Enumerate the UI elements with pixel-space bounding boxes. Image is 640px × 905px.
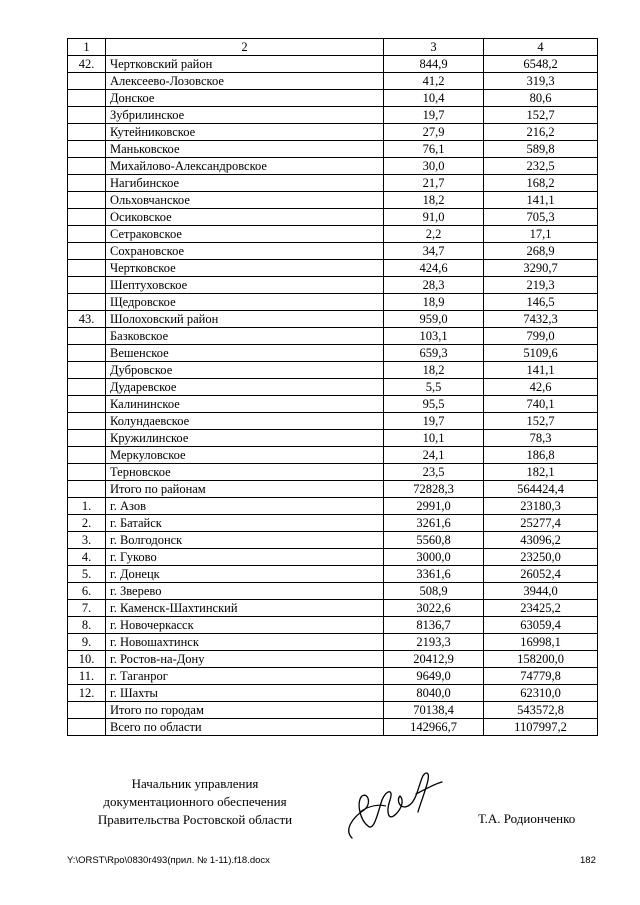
document-file-path: Y:\ORST\Rpo\0830r493(прил. № 1-11).f18.docx <box>67 855 270 866</box>
col4-value: 141,1 <box>484 192 598 209</box>
col4-value: 62310,0 <box>484 685 598 702</box>
table-row <box>68 243 598 260</box>
row-name: Чертковский район <box>106 56 384 73</box>
table-row <box>68 294 598 311</box>
table-row <box>68 413 598 430</box>
col4-value: 23250,0 <box>484 549 598 566</box>
row-number <box>68 362 106 379</box>
col4-value: 23425,2 <box>484 600 598 617</box>
col3-value: 30,0 <box>384 158 484 175</box>
table-row <box>68 158 598 175</box>
row-number <box>68 90 106 107</box>
row-number: 11. <box>68 668 106 685</box>
col4-value: 146,5 <box>484 294 598 311</box>
table-row <box>68 209 598 226</box>
row-number <box>68 209 106 226</box>
col4-value: 705,3 <box>484 209 598 226</box>
handwritten-signature <box>338 760 458 850</box>
row-name: Колундаевское <box>106 413 384 430</box>
signatory-position-line-2: документационного обеспечения <box>103 794 287 809</box>
row-name: Терновское <box>106 464 384 481</box>
row-number: 12. <box>68 685 106 702</box>
row-name: г. Азов <box>106 498 384 515</box>
row-number: 7. <box>68 600 106 617</box>
col4-value: 17,1 <box>484 226 598 243</box>
row-number: 6. <box>68 583 106 600</box>
table-row <box>68 651 598 668</box>
table-row <box>68 617 598 634</box>
row-name: г. Новошахтинск <box>106 634 384 651</box>
table-row <box>68 532 598 549</box>
col3-value: 10,4 <box>384 90 484 107</box>
row-number <box>68 345 106 362</box>
row-name: Дударевское <box>106 379 384 396</box>
table-row <box>68 328 598 345</box>
column-number-row <box>68 39 598 56</box>
col4-value: 23180,3 <box>484 498 598 515</box>
row-name: Базковское <box>106 328 384 345</box>
col3-value: 8136,7 <box>384 617 484 634</box>
col4-value: 42,6 <box>484 379 598 396</box>
col3-value: 18,2 <box>384 362 484 379</box>
col3-value: 3361,6 <box>384 566 484 583</box>
table-row <box>68 277 598 294</box>
row-number: 8. <box>68 617 106 634</box>
row-name: г. Ростов-на-Дону <box>106 651 384 668</box>
col3-value: 41,2 <box>384 73 484 90</box>
table-row <box>68 362 598 379</box>
col3-value: 2193,3 <box>384 634 484 651</box>
row-number <box>68 396 106 413</box>
table-row <box>68 260 598 277</box>
row-name: Калининское <box>106 396 384 413</box>
col3-value: 9649,0 <box>384 668 484 685</box>
table-row <box>68 56 598 73</box>
col4-value: 3290,7 <box>484 260 598 277</box>
row-name: Михайлово-Александровское <box>106 158 384 175</box>
row-number <box>68 328 106 345</box>
row-number <box>68 260 106 277</box>
col4-value: 216,2 <box>484 124 598 141</box>
col3-value: 28,3 <box>384 277 484 294</box>
col4-value: 80,6 <box>484 90 598 107</box>
row-name: Сохрановское <box>106 243 384 260</box>
table-row <box>68 515 598 532</box>
row-name: г. Каменск-Шахтинский <box>106 600 384 617</box>
col4-value: 152,7 <box>484 413 598 430</box>
col-header-3: 3 <box>384 39 484 56</box>
col-header-1: 1 <box>68 39 106 56</box>
table-row <box>68 379 598 396</box>
col4-value: 7432,3 <box>484 311 598 328</box>
col3-value: 18,2 <box>384 192 484 209</box>
table-row <box>68 464 598 481</box>
col3-value: 76,1 <box>384 141 484 158</box>
table-row <box>68 311 598 328</box>
col4-value: 5109,6 <box>484 345 598 362</box>
signature-title-block <box>70 775 320 829</box>
row-name: г. Новочеркасск <box>106 617 384 634</box>
col4-value: 6548,2 <box>484 56 598 73</box>
table-body <box>68 56 598 736</box>
row-number <box>68 73 106 90</box>
table-row <box>68 600 598 617</box>
row-number: 1. <box>68 498 106 515</box>
row-number <box>68 124 106 141</box>
row-name: Итого по районам <box>106 481 384 498</box>
row-name: Чертковское <box>106 260 384 277</box>
col4-value: 63059,4 <box>484 617 598 634</box>
signatory-position-line-1: Начальник управления <box>131 776 259 791</box>
row-name: Ольховчанское <box>106 192 384 209</box>
col4-value: 543572,8 <box>484 702 598 719</box>
row-number <box>68 447 106 464</box>
col4-value: 740,1 <box>484 396 598 413</box>
row-name: Зубрилинское <box>106 107 384 124</box>
row-name: Маньковское <box>106 141 384 158</box>
row-number: 10. <box>68 651 106 668</box>
col3-value: 142966,7 <box>384 719 484 736</box>
row-number <box>68 702 106 719</box>
row-number <box>68 464 106 481</box>
table-row <box>68 668 598 685</box>
row-number <box>68 379 106 396</box>
table-row <box>68 566 598 583</box>
col4-value: 43096,2 <box>484 532 598 549</box>
col4-value: 186,8 <box>484 447 598 464</box>
col4-value: 268,9 <box>484 243 598 260</box>
col-header-2: 2 <box>106 39 384 56</box>
col3-value: 3000,0 <box>384 549 484 566</box>
col3-value: 3261,6 <box>384 515 484 532</box>
row-name: Итого по городам <box>106 702 384 719</box>
col4-value: 78,3 <box>484 430 598 447</box>
row-number <box>68 294 106 311</box>
row-number <box>68 277 106 294</box>
row-name: Щедровское <box>106 294 384 311</box>
table-row <box>68 481 598 498</box>
row-number: 9. <box>68 634 106 651</box>
row-name: г. Зверево <box>106 583 384 600</box>
col3-value: 72828,3 <box>384 481 484 498</box>
table-row <box>68 702 598 719</box>
table-row <box>68 175 598 192</box>
row-name: Шолоховский район <box>106 311 384 328</box>
row-name: Алексеево-Лозовское <box>106 73 384 90</box>
table-row <box>68 345 598 362</box>
row-number: 3. <box>68 532 106 549</box>
row-name: Меркуловское <box>106 447 384 464</box>
col4-value: 232,5 <box>484 158 598 175</box>
col4-value: 319,3 <box>484 73 598 90</box>
row-number: 5. <box>68 566 106 583</box>
row-name: Сетраковское <box>106 226 384 243</box>
col3-value: 8040,0 <box>384 685 484 702</box>
col4-value: 219,3 <box>484 277 598 294</box>
col3-value: 23,5 <box>384 464 484 481</box>
col-header-4: 4 <box>484 39 598 56</box>
row-name: Шептуховское <box>106 277 384 294</box>
row-number <box>68 175 106 192</box>
col3-value: 18,9 <box>384 294 484 311</box>
col3-value: 20412,9 <box>384 651 484 668</box>
row-name: Кружилинское <box>106 430 384 447</box>
row-number <box>68 413 106 430</box>
table-row <box>68 141 598 158</box>
col3-value: 959,0 <box>384 311 484 328</box>
row-name: Нагибинское <box>106 175 384 192</box>
col3-value: 95,5 <box>384 396 484 413</box>
col4-value: 168,2 <box>484 175 598 192</box>
col3-value: 844,9 <box>384 56 484 73</box>
row-name: Всего по области <box>106 719 384 736</box>
col4-value: 799,0 <box>484 328 598 345</box>
col4-value: 74779,8 <box>484 668 598 685</box>
row-number <box>68 226 106 243</box>
table-row <box>68 719 598 736</box>
col3-value: 34,7 <box>384 243 484 260</box>
col4-value: 564424,4 <box>484 481 598 498</box>
col3-value: 19,7 <box>384 107 484 124</box>
row-name: г. Волгодонск <box>106 532 384 549</box>
col3-value: 70138,4 <box>384 702 484 719</box>
row-name: Донское <box>106 90 384 107</box>
row-name: Вешенское <box>106 345 384 362</box>
table-row <box>68 430 598 447</box>
row-name: г. Батайск <box>106 515 384 532</box>
col3-value: 19,7 <box>384 413 484 430</box>
row-number <box>68 481 106 498</box>
row-name: Дубровское <box>106 362 384 379</box>
table-row <box>68 685 598 702</box>
table-row <box>68 124 598 141</box>
table-row <box>68 583 598 600</box>
col3-value: 91,0 <box>384 209 484 226</box>
col3-value: 508,9 <box>384 583 484 600</box>
table-row <box>68 447 598 464</box>
table-row <box>68 73 598 90</box>
row-number: 2. <box>68 515 106 532</box>
table-row <box>68 549 598 566</box>
row-name: Осиковское <box>106 209 384 226</box>
row-number <box>68 243 106 260</box>
row-name: г. Шахты <box>106 685 384 702</box>
col3-value: 2,2 <box>384 226 484 243</box>
col4-value: 26052,4 <box>484 566 598 583</box>
row-name: Кутейниковское <box>106 124 384 141</box>
col4-value: 25277,4 <box>484 515 598 532</box>
table-row <box>68 90 598 107</box>
col3-value: 10,1 <box>384 430 484 447</box>
table-row <box>68 634 598 651</box>
table-row <box>68 226 598 243</box>
row-number <box>68 430 106 447</box>
table-row <box>68 107 598 124</box>
row-number: 4. <box>68 549 106 566</box>
col3-value: 27,9 <box>384 124 484 141</box>
col3-value: 659,3 <box>384 345 484 362</box>
col4-value: 152,7 <box>484 107 598 124</box>
col3-value: 21,7 <box>384 175 484 192</box>
signatory-position-line-3: Правительства Ростовской области <box>97 812 293 827</box>
row-number <box>68 158 106 175</box>
row-number <box>68 141 106 158</box>
col3-value: 5560,8 <box>384 532 484 549</box>
row-name: г. Гуково <box>106 549 384 566</box>
col3-value: 5,5 <box>384 379 484 396</box>
allocation-table <box>67 38 598 736</box>
col3-value: 424,6 <box>384 260 484 277</box>
row-number: 42. <box>68 56 106 73</box>
col4-value: 3944,0 <box>484 583 598 600</box>
page-number: 182 <box>580 855 596 866</box>
row-number <box>68 107 106 124</box>
col3-value: 3022,6 <box>384 600 484 617</box>
col4-value: 16998,1 <box>484 634 598 651</box>
col3-value: 2991,0 <box>384 498 484 515</box>
col4-value: 141,1 <box>484 362 598 379</box>
col4-value: 1107997,2 <box>484 719 598 736</box>
table-row <box>68 396 598 413</box>
col4-value: 589,8 <box>484 141 598 158</box>
row-name: г. Донецк <box>106 566 384 583</box>
row-number <box>68 192 106 209</box>
col4-value: 182,1 <box>484 464 598 481</box>
table-row <box>68 192 598 209</box>
table-row <box>68 498 598 515</box>
col3-value: 24,1 <box>384 447 484 464</box>
col3-value: 103,1 <box>384 328 484 345</box>
signatory-name: Т.А. Родионченко <box>478 811 576 826</box>
row-name: г. Таганрог <box>106 668 384 685</box>
col4-value: 158200,0 <box>484 651 598 668</box>
row-number: 43. <box>68 311 106 328</box>
row-number <box>68 719 106 736</box>
